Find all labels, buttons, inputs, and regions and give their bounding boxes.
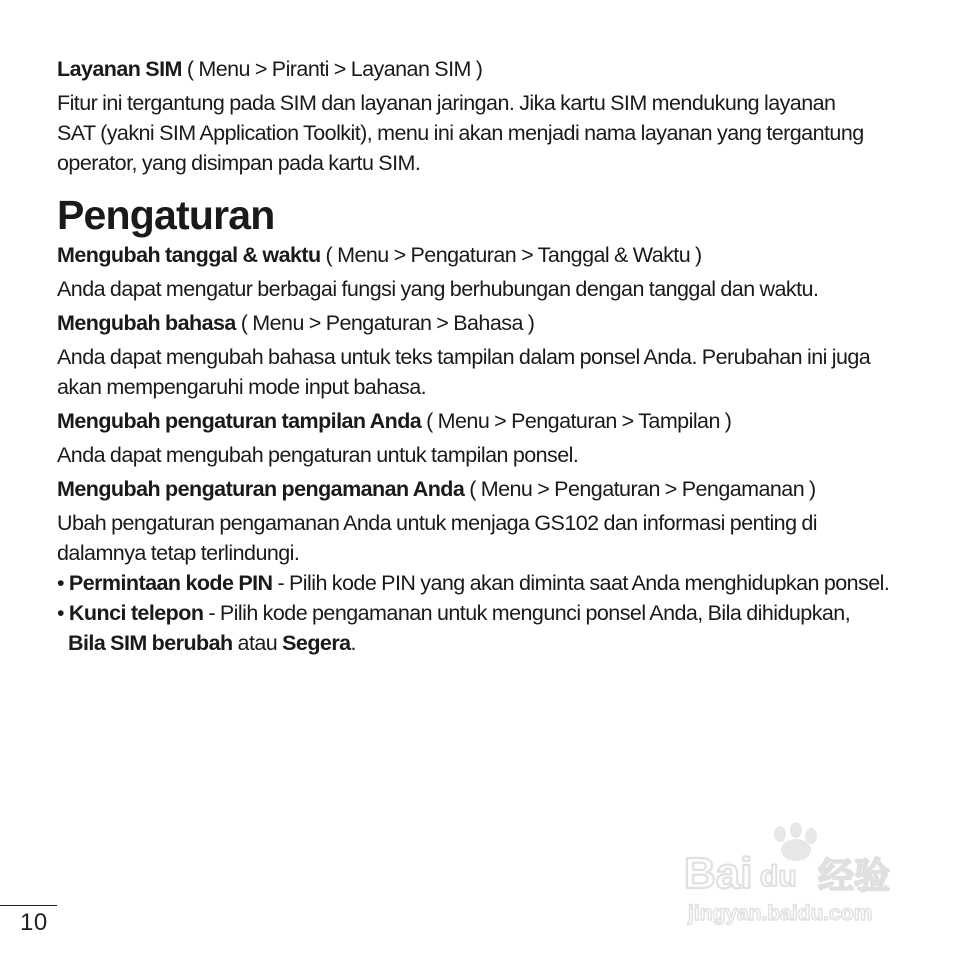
bullet-kunci-text: - Pilih kode pengamanan untuk mengunci ponsel Anda, Bila dihidupkan,: [203, 601, 851, 625]
layanan-sim-line-2: SAT (yakni SIM Application Toolkit), menu ini akan menjadi nama layanan yang tergantung: [57, 121, 864, 145]
pengamanan-paragraph: [57, 508, 917, 568]
footer-rule: [0, 905, 57, 906]
tanggal-body: Anda dapat mengatur berbagai fungsi yang berhubungan dengan tanggal dan waktu.: [57, 277, 819, 301]
tanggal-path: ( Menu > Pengaturan > Tanggal & Waktu ): [320, 243, 702, 267]
section-title: Pengaturan: [57, 192, 275, 238]
pengamanan-heading: Mengubah pengaturan pengamanan Anda: [57, 477, 465, 501]
svg-text:du: du: [760, 860, 797, 893]
bahasa-path: ( Menu > Pengaturan > Bahasa ): [235, 311, 535, 335]
pengamanan-heading-line: [57, 474, 917, 504]
svg-text:Bai: Bai: [684, 849, 753, 898]
bullet-kunci-end: .: [350, 631, 356, 655]
layanan-sim-paragraph: [57, 88, 917, 178]
layanan-sim-heading-line: [57, 54, 917, 84]
baidu-watermark: [680, 820, 910, 930]
layanan-sim-heading: Layanan SIM: [57, 57, 182, 81]
layanan-sim-line-1: Fitur ini tergantung pada SIM dan layanan jaringan. Jika kartu SIM mendukung layanan: [57, 91, 836, 115]
tanggal-heading-line: [57, 240, 917, 270]
bullet-pin: [57, 568, 917, 598]
tampilan-heading: Mengubah pengaturan tampilan Anda: [57, 409, 422, 433]
document-body: [57, 54, 917, 658]
bullet-pin-term: Permintaan kode PIN: [68, 571, 273, 595]
layanan-sim-path: ( Menu > Piranti > Layanan SIM ): [181, 57, 483, 81]
svg-text:经验: 经验: [818, 856, 891, 897]
bullet-pin-text: - Pilih kode PIN yang akan diminta saat Anda menghidupkan ponsel.: [272, 571, 890, 595]
bahasa-line-1: Anda dapat mengubah bahasa untuk teks tampilan dalam ponsel Anda. Perubahan ini juga: [57, 345, 871, 369]
tampilan-path: ( Menu > Pengaturan > Tampilan ): [421, 409, 732, 433]
bullet-marker: •: [57, 571, 64, 595]
tampilan-heading-line: [57, 406, 917, 436]
bullet-kunci-option-2: Segera: [282, 631, 351, 655]
page-number: 10: [20, 909, 48, 936]
pengamanan-line-2: dalamnya tetap terlindungi.: [57, 541, 300, 565]
bahasa-paragraph: [57, 342, 917, 402]
bahasa-heading: Mengubah bahasa: [57, 311, 236, 335]
tanggal-heading: Mengubah tanggal & waktu: [57, 243, 321, 267]
bullet-kunci-mid: atau: [232, 631, 283, 655]
bahasa-heading-line: [57, 308, 917, 338]
bullet-marker: •: [57, 601, 64, 625]
layanan-sim-line-3: operator, yang disimpan pada kartu SIM.: [57, 151, 421, 175]
pengamanan-line-1: Ubah pengaturan pengamanan Anda untuk menjaga GS102 dan informasi penting di: [57, 511, 818, 535]
bahasa-line-2: akan mempengaruhi mode input bahasa.: [57, 375, 427, 399]
bullet-kunci: [57, 598, 917, 658]
pengamanan-path: ( Menu > Pengaturan > Pengamanan ): [464, 477, 816, 501]
bullet-kunci-term: Kunci telepon: [68, 601, 204, 625]
tampilan-body: Anda dapat mengubah pengaturan untuk tampilan ponsel.: [57, 443, 579, 467]
svg-text:jingyan.baidu.com: jingyan.baidu.com: [688, 902, 873, 925]
paw-icon: [774, 822, 817, 861]
bullet-kunci-option-1: Bila SIM berubah: [68, 631, 233, 655]
